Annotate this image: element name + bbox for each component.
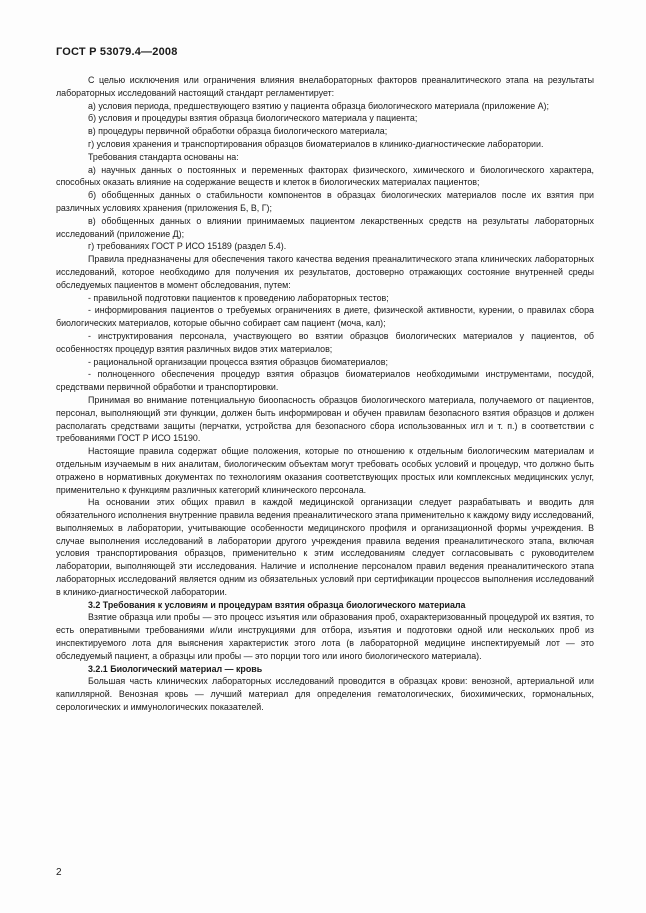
- paragraph: Требования стандарта основаны на:: [88, 151, 239, 162]
- paragraph: а) условия периода, предшествующего взятию у пациента образца биологического материала (приложение А);: [88, 100, 549, 111]
- paragraph: - информирования пациентов о требуемых ограничениях в диете, физической активности, курении, о правилах сбора биологических материалов, которые обычно собирает сам пациент (моча, кал);: [56, 305, 594, 329]
- paragraph: - рациональной организации процесса взятия образцов биоматериалов;: [88, 356, 388, 367]
- section-heading: 3.2.1 Биологический материал — кровь: [88, 663, 263, 674]
- paragraph: б) обобщенных данных о стабильности компонентов в образцах биологических материалов после их взятия при различных условиях хранения (приложения Б, В, Г);: [56, 190, 594, 213]
- paragraph: - инструктирования персонала, участвующего во взятии образцов биологических материалов у пациентов, об особенностях процедур взятия различных видов этих материалов;: [56, 330, 594, 354]
- document-header: ГОСТ Р 53079.4—2008: [56, 46, 178, 58]
- paragraph: а) научных данных о постоянных и переменных факторах физического, химического и биологического характера, способных оказать влияние на содержание веществ и клеток в биологических материалах пациентов;: [56, 164, 594, 188]
- section-heading: 3.2 Требования к условиям и процедурам взятия образца биологического материала: [88, 599, 466, 610]
- paragraph: б) условия и процедуры взятия образца биологического материала у пациента;: [88, 113, 418, 124]
- paragraph: - правильной подготовки пациентов к проведению лабораторных тестов;: [88, 292, 389, 303]
- paragraph: - полноценного обеспечения процедур взятия образцов биоматериалов необходимыми инструментами, посудой, средствами первичной обработки и транспортировки.: [56, 369, 594, 393]
- paragraph: Правила предназначены для обеспечения такого качества ведения преаналитического этапа клинических лабораторных исследований, которое необходимо для получения их результатов, достоверно отражающих состояние внутренней среды обследуемых пациентов в момент обследования, путем:: [56, 254, 594, 290]
- paragraph: Настоящие правила содержат общие положения, которые по отношению к отдельным биологическим материалам и отдельным изучаемым в них аналитам, биологическим объектам могут требовать особых условий и процедур, что должно быть отражено в нормативных документах по технологиям оказания соответствующих простых или комплексных медицинских услуг, применительно к функциям различных категорий клинического персонала.: [56, 446, 594, 495]
- paragraph: Взятие образца или пробы — это процесс изъятия или образования проб, охарактеризованный процедурой их взятия, то есть оперативными требованиями и/или инструкциями для отбора, изъятия и подготовки одной или нескольких проб из инспектируемого лота для выяснения характеристик этого лота (в лабораторной медицине инспектируемый лот — это обследуемый пациент, а образцы или пробы — это порции того или иного биологического материала).: [56, 612, 594, 661]
- paragraph: На основании этих общих правил в каждой медицинской организации следует разрабатывать и вводить для обязательного исполнения внутренние правила ведения преаналитического этапа применительно к каждому виду исследований, выполняемых в лаборатории, учитывающие особенности медицинского профиля и организационной формы учреждения. В случае выполнения исследований в лаборатории другого учреждения правила ведения преаналитического этапа, включая условия транспортирования образцов, применительно к этим исследованиям следует согласовывать с руководителем лаборатории, выполняющей эти исследования. Наличие и исполнение персоналом правил ведения преаналитического этапа лабораторных исследований является одним из обязательных условий при сертификации процессов выполнения исследований в клинико-диагностической лаборатории.: [56, 497, 594, 597]
- paragraph: г) требованиях ГОСТ Р ИСО 15189 (раздел 5.4).: [88, 241, 287, 252]
- paragraph: Принимая во внимание потенциальную биоопасность образцов биологического материала, получаемого от пациентов, персонал, выполняющий эти функции, должен быть информирован и обучен правилам безопасного взятия образцов и должен располагать средствами защиты (перчатки, устройства для безопасного сбора использованных игл и т. п.) в соответствии с требованиями ГОСТ Р ИСО 15190.: [56, 394, 594, 444]
- document-body: [56, 74, 594, 714]
- paragraph: в) процедуры первичной обработки образца биологического материала;: [88, 126, 388, 137]
- page-number: 2: [56, 867, 62, 878]
- paragraph: г) условия хранения и транспортирования образцов биоматериалов в клинико-диагностические лаборатории.: [88, 138, 544, 149]
- paragraph: Большая часть клинических лабораторных исследований проводится в образцах крови: венозной, артериальной или капиллярной. Венозная кровь — лучший материал для определения гематологических, биохимических, гормональных, серологических и иммунологических показателей.: [56, 676, 594, 713]
- paragraph: в) обобщенных данных о влиянии принимаемых пациентом лекарственных средств на результаты лабораторных исследований (приложение Д);: [56, 215, 594, 239]
- paragraph: С целью исключения или ограничения влияния внелабораторных факторов преаналитического этапа на результаты лабораторных исследований настоящий стандарт регламентирует:: [56, 75, 594, 98]
